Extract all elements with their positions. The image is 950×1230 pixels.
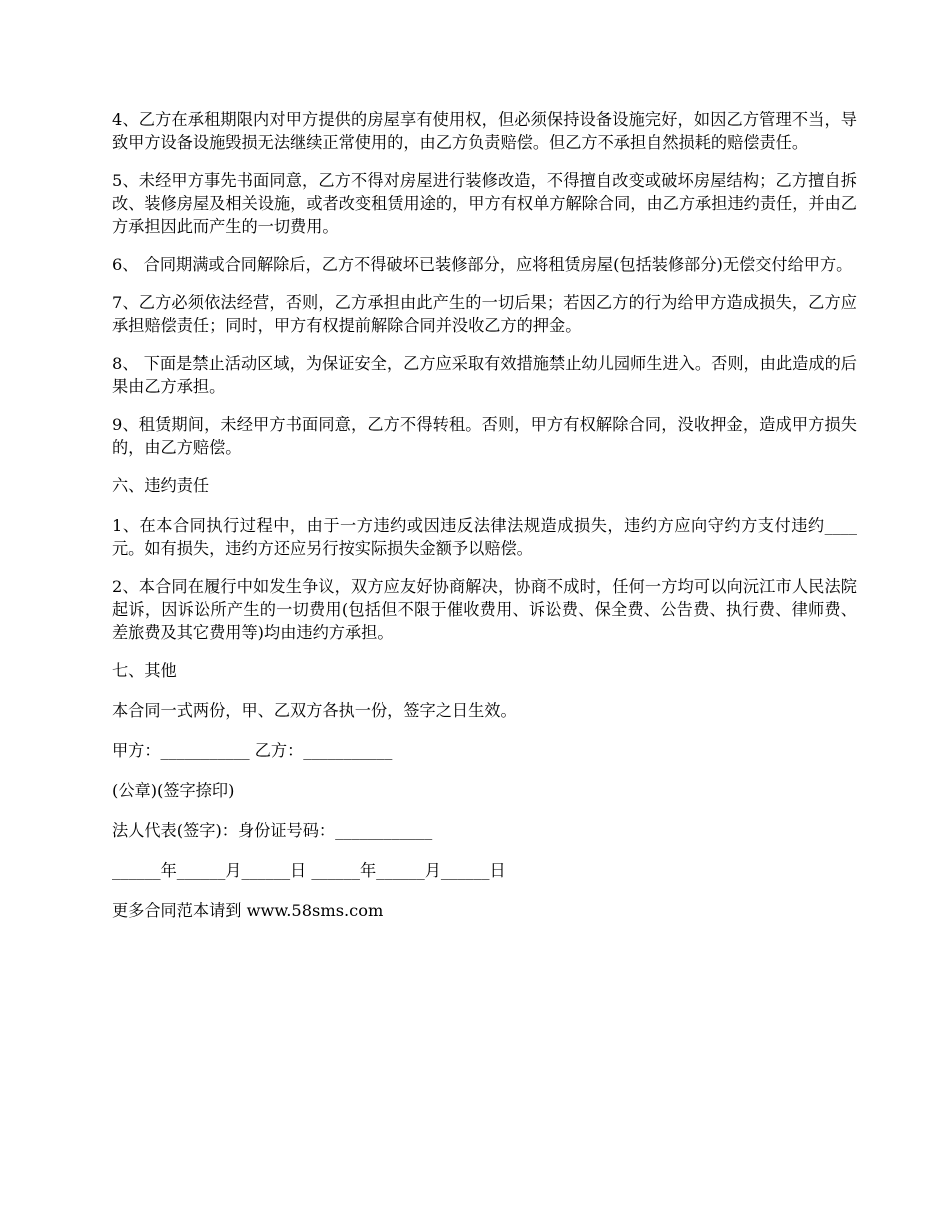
section-heading-breach: 六、违约责任 [112,476,210,495]
clause-8: 8、 下面是禁止活动区域，为保证安全，乙方应采取有效措施禁止幼儿园师生进入。否则，由此造成的后果由乙方承担。 [112,354,857,396]
date-line: ______年______月______日 ______年______月______日 [112,861,506,880]
clause-4: 4、乙方在承租期限内对甲方提供的房屋享有使用权，但必须保持设备设施完好，如因乙方管理不当，导致甲方设备设施毁损无法继续正常使用的，由乙方负责赔偿。但乙方不承担自然损耗的赔偿责任。 [112,110,857,152]
footer-note: 更多合同范本请到 www.58sms.com [112,901,384,920]
clause-9: 9、租赁期间，未经甲方书面同意，乙方不得转租。否则，甲方有权解除合同，没收押金，造成甲方损失的，由乙方赔偿。 [112,415,857,457]
clause-7: 7、乙方必须依法经营，否则，乙方承担由此产生的一切后果；若因乙方的行为给甲方造成损失，乙方应承担赔偿责任；同时，甲方有权提前解除合同并没收乙方的押金。 [112,293,857,335]
clause-5: 5、未经甲方事先书面同意，乙方不得对房屋进行装修改造，不得擅自改变或破坏房屋结构；乙方擅自拆改、装修房屋及相关设施，或者改变租赁用途的，甲方有权单方解除合同，由乙方承担违约责任，并由乙方承担因此而产生的一切费用。 [112,171,857,236]
copies-statement: 本合同一式两份，甲、乙双方各执一份，签字之日生效。 [112,701,517,720]
breach-clause-1: 1、在本合同执行过程中，由于一方违约或因违反法律法规造成损失，违约方应向守约方支付违约____元。如有损失，违约方还应另行按实际损失金额予以赔偿。 [112,516,857,558]
breach-clause-2: 2、本合同在履行中如发生争议，双方应友好协商解决，协商不成时，任何一方均可以向沅江市人民法院起诉，因诉讼所产生的一切费用(包括但不限于催收费用、诉讼费、保全费、公告费、执行费、律师费、差旅费及其它费用等)均由违约方承担。 [112,577,857,642]
seal-line: (公章)(签字捺印) [112,781,235,800]
legal-rep-line: 法人代表(签字)：身份证号码：____________ [112,821,433,840]
section-heading-other: 七、其他 [112,661,177,680]
clause-6: 6、 合同期满或合同解除后，乙方不得破坏已装修部分，应将租赁房屋(包括装修部分)无偿交付给甲方。 [112,255,853,274]
party-signature-line: 甲方：___________ 乙方：___________ [112,741,393,760]
document-page [112,108,857,939]
